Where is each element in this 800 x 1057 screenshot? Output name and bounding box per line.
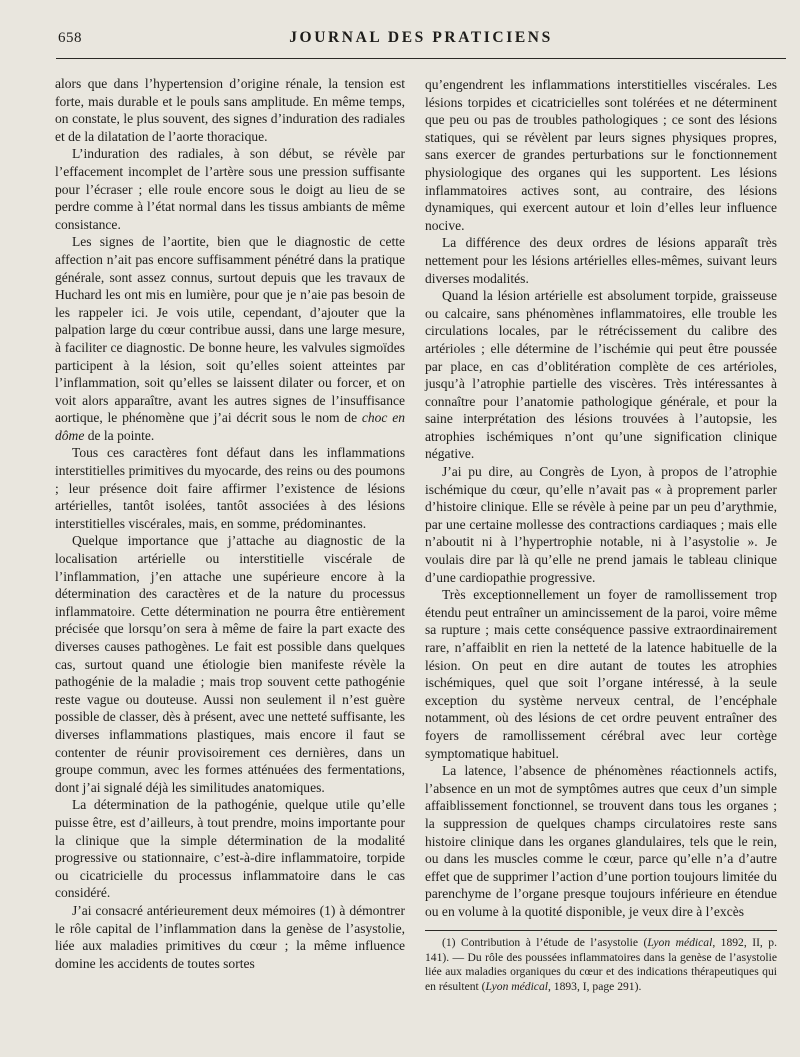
- footnote-part: , 1892, II, p. 141). — Du rôle des poussées inflammatoires dans la genèse de l’asystolie liée aux maladies organiques du cœur et des indications thérapeutiques qui en résultent (: [425, 936, 777, 993]
- footnote-rule: [425, 930, 777, 931]
- left-column: [55, 75, 405, 972]
- footnote-text: [425, 936, 777, 994]
- paragraph: Quelque importance que j’attache au diagnostic de la localisation artérielle ou interstitielle viscérale de l’inflammation, j’en attache une supérieure encore à la détermination des caractères et de la nature du processus inflammatoire. Cette détermination ne pourra être entièrement précisée que lorsqu’on sera à même de faire la part exacte des diverses causes pathogènes. Le fait est possible dans quelques cas, surtout quand une étiologie bien manifeste révèle la pathogénie de la maladie ; mais trop souvent cette pathogénie reste vague ou douteuse. Aussi non seulement il n’est guère possible de classer, dès à présent, avec une netteté suffisante, les diverses inflammations plastiques, mais encore il faut se contenter de réunir provisoirement ces dernières, dans un groupe commun, avec les formes atténuées des fermentations, dont j’ai signalé déjà les similitudes anatomiques.: [55, 533, 405, 795]
- paragraph: La détermination de la pathogénie, quelque utile qu’elle puisse être, est d’ailleurs, à tout prendre, moins importante pour la clinique que la simple détermination de la modalité progressive ou stationnaire, c’est-à-dire inflammatoire, torpide ou cicatricielle du processus inflammatoire dans le cas considéré.: [55, 797, 405, 901]
- right-column: [425, 76, 777, 921]
- paragraph: J’ai consacré antérieurement deux mémoires (1) à démontrer le rôle capital de l’inflammation dans la genèse de l’asystolie, liée aux maladies primitives du cœur ; la même influence domine les accidents de toutes sortes: [55, 902, 405, 971]
- footnote-part: , 1893, I, page 291).: [547, 979, 642, 993]
- footnote-journal: Lyon médical: [485, 979, 548, 993]
- paragraph-text: Les signes de l’aortite, bien que le diagnostic de cette affection n’ait pas encore suffisamment pénétré dans la pratique générale, sont assez connus, surtout depuis que les travaux de Huchard les ont mis en lumière, pour que je n’aie pas besoin de les rappeler ici. Je vois utile, cependant, d’ajouter que la palpation large du cœur contribue aussi, dans une large mesure, à faciliter ce diagnostic. De bonne heure, les valvules sigmoïdes participent à la lésion, soit qu’elles soient atteintes par l’inflammation, soit qu’elles se laissent dilater ou forcer, et on voit alors apparaître, avant les autres signes de l’insuffisance aortique, le phénomène que j’ai décrit sous le nom de: [55, 234, 405, 426]
- paragraph: La différence des deux ordres de lésions apparaît très nettement pour les lésions artérielles elles-mêmes, suivant leurs diverses modalités.: [425, 235, 777, 286]
- paragraph: La latence, l’absence de phénomènes réactionnels actifs, l’absence en un mot de symptômes autres que ceux d’un simple affaiblissement fonctionnel, se trouvent dans tous les organes ; la suppression de quelques champs circulatoires reste sans histoire clinique dans les organes glandulaires, tels que le rein, ou dans les muscles comme le cœur, parce qu’elle n’a d’autre effet que de supprimer l’action d’une portion toujours limitée du parenchyme de l’organe presque toujours inférieure en étendue ou en volume à la quotité disponible, je veux dire à l’excès: [425, 763, 777, 919]
- footnote-part: (1) Contribution à l’étude de l’asystolie (: [442, 936, 648, 949]
- paragraph: J’ai pu dire, au Congrès de Lyon, à propos de l’atrophie ischémique du cœur, qu’elle n’avait pas « à proprement parler d’histoire clinique. Elle se révèle à peine par un peu d’arythmie, par une certaine mollesse des contractions cardiaques ; mais elle n’aboutit ni à l’hypertrophie notable, ni à l’asystolie ». Je voulais dire par là qu’elle ne prend jamais le tableau clinique d’une cardiopathie progressive.: [425, 464, 777, 585]
- running-title: JOURNAL DES PRATICIENS: [289, 29, 553, 46]
- page-header: [58, 26, 784, 50]
- footnote-journal: Lyon médical: [647, 936, 713, 949]
- paragraph: L’induration des radiales, à son début, se révèle par l’effacement incomplet de l’artère sous une pression suffisante pour l’écraser ; elle roule encore sous le doigt au lieu de se perdre comme à l’état normal dans les tissus ambiants de même consistance.: [55, 146, 405, 232]
- header-rule: [56, 58, 786, 59]
- paragraph: qu’engendrent les inflammations interstitielles viscérales. Les lésions torpides et cicatricielles sont tolérées et ne déterminent que peu ou pas de troubles pathologiques ; ce sont des lésions statiques, qui se révèlent par leurs signes physiques propres, sans exercer de grandes perturbations sur le fonctionnement physiologique des organes qui les supportent. Les lésions inflammatoires actives sont, au contraire, des lésions dynamiques, qui exercent autour et loin d’elles leur influence nocive.: [425, 77, 777, 233]
- page-number: 658: [58, 29, 82, 46]
- paragraph: [55, 233, 405, 444]
- paragraph: Tous ces caractères font défaut dans les inflammations interstitielles primitives du myocarde, des reins ou des poumons ; leur présence doit faire affirmer l’existence de lésions artérielles, tantôt isolées, tantôt associées à des lésions interstitielles viscérales, mais, en somme, prédominantes.: [55, 445, 405, 531]
- italic-phrase: choc en dôme: [55, 410, 406, 443]
- paragraph: alors que dans l’hypertension d’origine rénale, la tension est forte, mais durable et le pouls sans amplitude. En même temps, on constate, le plus souvent, des signes d’induration des radiales et de la dilatation de l’aorte thoracique.: [55, 76, 405, 144]
- footnote: [425, 936, 777, 994]
- paragraph-tail: de la pointe.: [84, 427, 155, 443]
- paragraph: Très exceptionnellement un foyer de ramollissement trop étendu peut entraîner un amincissement de la paroi, voire même sa rupture ; mais cette conséquence passive extraordinairement rare, n’affaiblit en rien la netteté de la latence habituelle de la lésion. On peut en dire autant de toutes les atrophies ischémiques, quel que soit l’organe intéressé, à la seule exception du système nerveux central, de l’encéphale notamment, où des lésions de cet ordre peuvent entraîner des foyers de ramollissement cérébral avec leur cortège symptomatique habituel.: [425, 587, 777, 761]
- paragraph: Quand la lésion artérielle est absolument torpide, graisseuse ou calcaire, sans phénomènes inflammatoires, elle trouble les circulations locales, par le rétrécissement du calibre des artérioles ; elle détermine de l’ischémie qui peut être poussée par place, en cas d’oblitération complète de ces artérioles, jusqu’à l’atrophie partielle des viscères. Très intéressantes à connaître pour l’anatomie pathologique générale, et pour la saine interprétation des lésions trouvées à l’autopsie, les atrophies ischémiques n’ont qu’une signification clinique négative.: [425, 288, 777, 462]
